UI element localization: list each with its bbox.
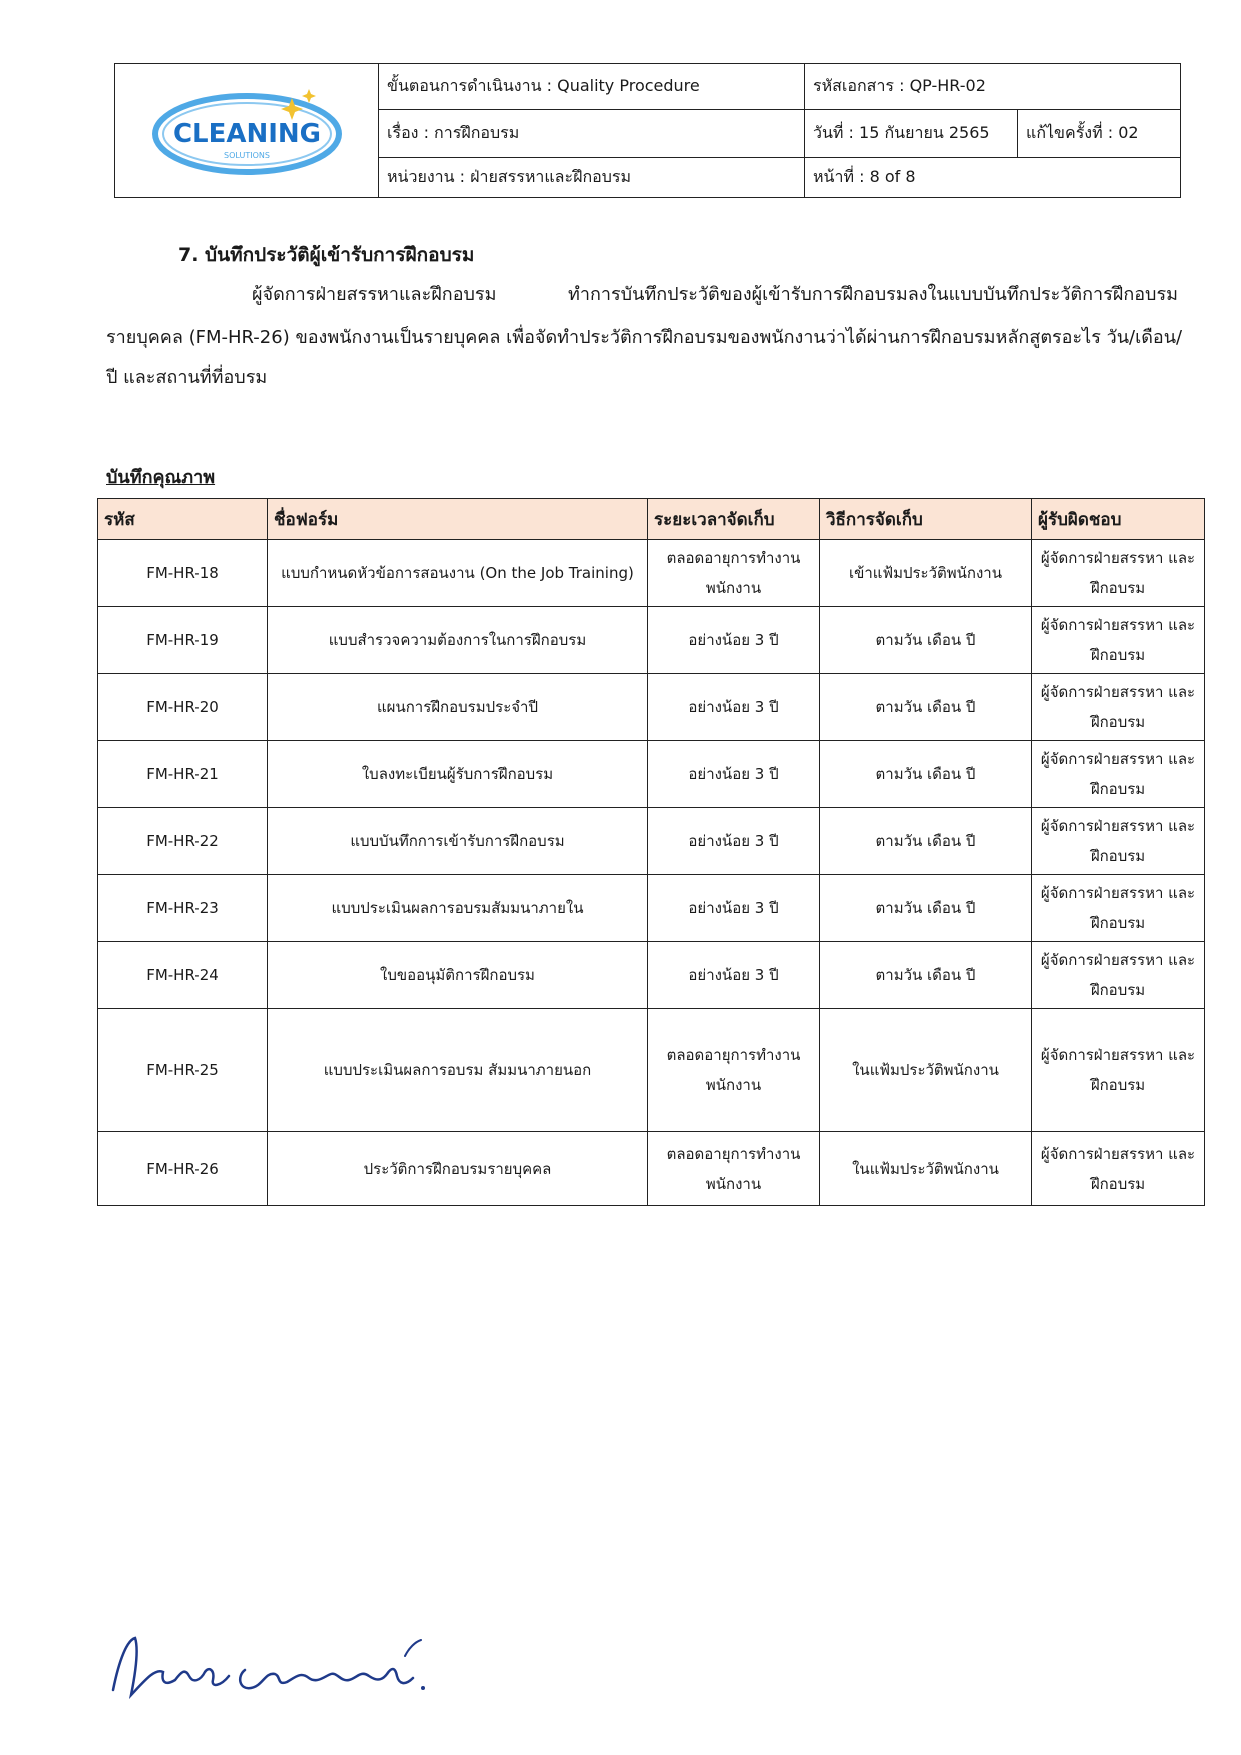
cleaning-solutions-logo bbox=[147, 76, 347, 186]
cell-code: FM-HR-26 bbox=[98, 1132, 268, 1206]
subject: เรื่อง : การฝึกอบรม bbox=[379, 110, 805, 158]
cell-responsible: ผู้จัดการฝ่ายสรรหา และฝึกอบรม bbox=[1032, 808, 1205, 875]
paragraph-line-1b: ทำการบันทึกประวัติของผู้เข้ารับการฝึกอบรมลงในแบบบันทึกประวัติการฝึกอบรม bbox=[568, 284, 1179, 305]
table-row bbox=[98, 540, 1205, 607]
column-header-responsible: ผู้รับผิดชอบ bbox=[1032, 499, 1205, 540]
cell-retention: อย่างน้อย 3 ปี bbox=[648, 942, 820, 1009]
table-header-row bbox=[98, 499, 1205, 540]
cell-code: FM-HR-19 bbox=[98, 607, 268, 674]
cell-responsible: ผู้จัดการฝ่ายสรรหา และฝึกอบรม bbox=[1032, 942, 1205, 1009]
cell-storage-method: เข้าแฟ้มประวัติพนักงาน bbox=[820, 540, 1032, 607]
cell-retention: ตลอดอายุการทำงาน พนักงาน bbox=[648, 1009, 820, 1132]
cell-form-name: ใบขออนุมัติการฝึกอบรม bbox=[268, 942, 648, 1009]
cell-responsible: ผู้จัดการฝ่ายสรรหา และฝึกอบรม bbox=[1032, 1132, 1205, 1206]
cell-responsible: ผู้จัดการฝ่ายสรรหา และฝึกอบรม bbox=[1032, 607, 1205, 674]
table-row bbox=[98, 741, 1205, 808]
procedure-title: ขั้นตอนการดำเนินงาน : Quality Procedure bbox=[379, 64, 805, 110]
cell-storage-method: ในแฟ้มประวัติพนักงาน bbox=[820, 1009, 1032, 1132]
cell-code: FM-HR-22 bbox=[98, 808, 268, 875]
cell-form-name: แบบสำรวจความต้องการในการฝึกอบรม bbox=[268, 607, 648, 674]
cell-code: FM-HR-23 bbox=[98, 875, 268, 942]
cell-code: FM-HR-25 bbox=[98, 1009, 268, 1132]
cell-form-name: ใบลงทะเบียนผู้รับการฝึกอบรม bbox=[268, 741, 648, 808]
logo-subtext: SOLUTIONS bbox=[223, 150, 270, 160]
paragraph-line-2: รายบุคคล (FM-HR-26) ของพนักงานเป็นรายบุคคล เพื่อจัดทำประวัติการฝึกอบรมของพนักงานว่าได้ผ่านการฝึกอบรมหลักสูตรอะไร วัน/เดือน/ bbox=[106, 327, 1183, 348]
cell-storage-method: ตามวัน เดือน ปี bbox=[820, 808, 1032, 875]
table-row bbox=[98, 1132, 1205, 1206]
handwritten-signature bbox=[105, 1620, 435, 1720]
document-code: รหัสเอกสาร : QP-HR-02 bbox=[805, 64, 1181, 110]
revision-number: แก้ไขครั้งที่ : 02 bbox=[1018, 110, 1181, 158]
logo-text: CLEANING bbox=[172, 118, 321, 149]
cell-storage-method: ตามวัน เดือน ปี bbox=[820, 674, 1032, 741]
column-header-code: รหัส bbox=[98, 499, 268, 540]
logo-cell bbox=[115, 64, 379, 198]
cell-retention: อย่างน้อย 3 ปี bbox=[648, 741, 820, 808]
document-header bbox=[114, 63, 1181, 198]
cell-responsible: ผู้จัดการฝ่ายสรรหา และฝึกอบรม bbox=[1032, 1009, 1205, 1132]
cell-responsible: ผู้จัดการฝ่ายสรรหา และฝึกอบรม bbox=[1032, 875, 1205, 942]
cell-storage-method: ตามวัน เดือน ปี bbox=[820, 741, 1032, 808]
cell-retention: อย่างน้อย 3 ปี bbox=[648, 674, 820, 741]
cell-retention: ตลอดอายุการทำงาน พนักงาน bbox=[648, 540, 820, 607]
page-number: หน้าที่ : 8 of 8 bbox=[805, 158, 1181, 198]
cell-retention: อย่างน้อย 3 ปี bbox=[648, 875, 820, 942]
column-header-form-name: ชื่อฟอร์ม bbox=[268, 499, 648, 540]
cell-storage-method: ในแฟ้มประวัติพนักงาน bbox=[820, 1132, 1032, 1206]
cell-form-name: แบบประเมินผลการอบรมสัมมนาภายใน bbox=[268, 875, 648, 942]
cell-retention: ตลอดอายุการทำงาน พนักงาน bbox=[648, 1132, 820, 1206]
table-row bbox=[98, 607, 1205, 674]
cell-responsible: ผู้จัดการฝ่ายสรรหา และฝึกอบรม bbox=[1032, 540, 1205, 607]
cell-storage-method: ตามวัน เดือน ปี bbox=[820, 942, 1032, 1009]
table-row bbox=[98, 674, 1205, 741]
cell-responsible: ผู้จัดการฝ่ายสรรหา และฝึกอบรม bbox=[1032, 741, 1205, 808]
cell-code: FM-HR-24 bbox=[98, 942, 268, 1009]
cell-form-name: แบบกำหนดหัวข้อการสอนงาน (On the Job Training) bbox=[268, 540, 648, 607]
table-row bbox=[98, 1009, 1205, 1132]
table-row bbox=[98, 808, 1205, 875]
quality-records-heading: บันทึกคุณภาพ bbox=[106, 467, 216, 488]
table-row bbox=[98, 875, 1205, 942]
cell-retention: อย่างน้อย 3 ปี bbox=[648, 808, 820, 875]
section-title: 7. บันทึกประวัติผู้เข้ารับการฝึกอบรม bbox=[178, 244, 475, 266]
cell-storage-method: ตามวัน เดือน ปี bbox=[820, 607, 1032, 674]
cell-code: FM-HR-21 bbox=[98, 741, 268, 808]
cell-retention: อย่างน้อย 3 ปี bbox=[648, 607, 820, 674]
issue-date: วันที่ : 15 กันยายน 2565 bbox=[805, 110, 1018, 158]
department: หน่วยงาน : ฝ่ายสรรหาและฝึกอบรม bbox=[379, 158, 805, 198]
column-header-storage-method: วิธีการจัดเก็บ bbox=[820, 499, 1032, 540]
cell-responsible: ผู้จัดการฝ่ายสรรหา และฝึกอบรม bbox=[1032, 674, 1205, 741]
cell-code: FM-HR-18 bbox=[98, 540, 268, 607]
cell-form-name: แบบบันทึกการเข้ารับการฝึกอบรม bbox=[268, 808, 648, 875]
quality-records-table bbox=[97, 498, 1205, 1206]
paragraph-line-3: ปี และสถานที่ที่อบรม bbox=[106, 367, 268, 388]
cell-storage-method: ตามวัน เดือน ปี bbox=[820, 875, 1032, 942]
cell-form-name: แผนการฝึกอบรมประจำปี bbox=[268, 674, 648, 741]
paragraph-line-1a: ผู้จัดการฝ่ายสรรหาและฝึกอบรม bbox=[252, 284, 497, 305]
cell-form-name: แบบประเมินผลการอบรม สัมมนาภายนอก bbox=[268, 1009, 648, 1132]
cell-code: FM-HR-20 bbox=[98, 674, 268, 741]
column-header-retention: ระยะเวลาจัดเก็บ bbox=[648, 499, 820, 540]
cell-form-name: ประวัติการฝึกอบรมรายบุคคล bbox=[268, 1132, 648, 1206]
table-row bbox=[98, 942, 1205, 1009]
